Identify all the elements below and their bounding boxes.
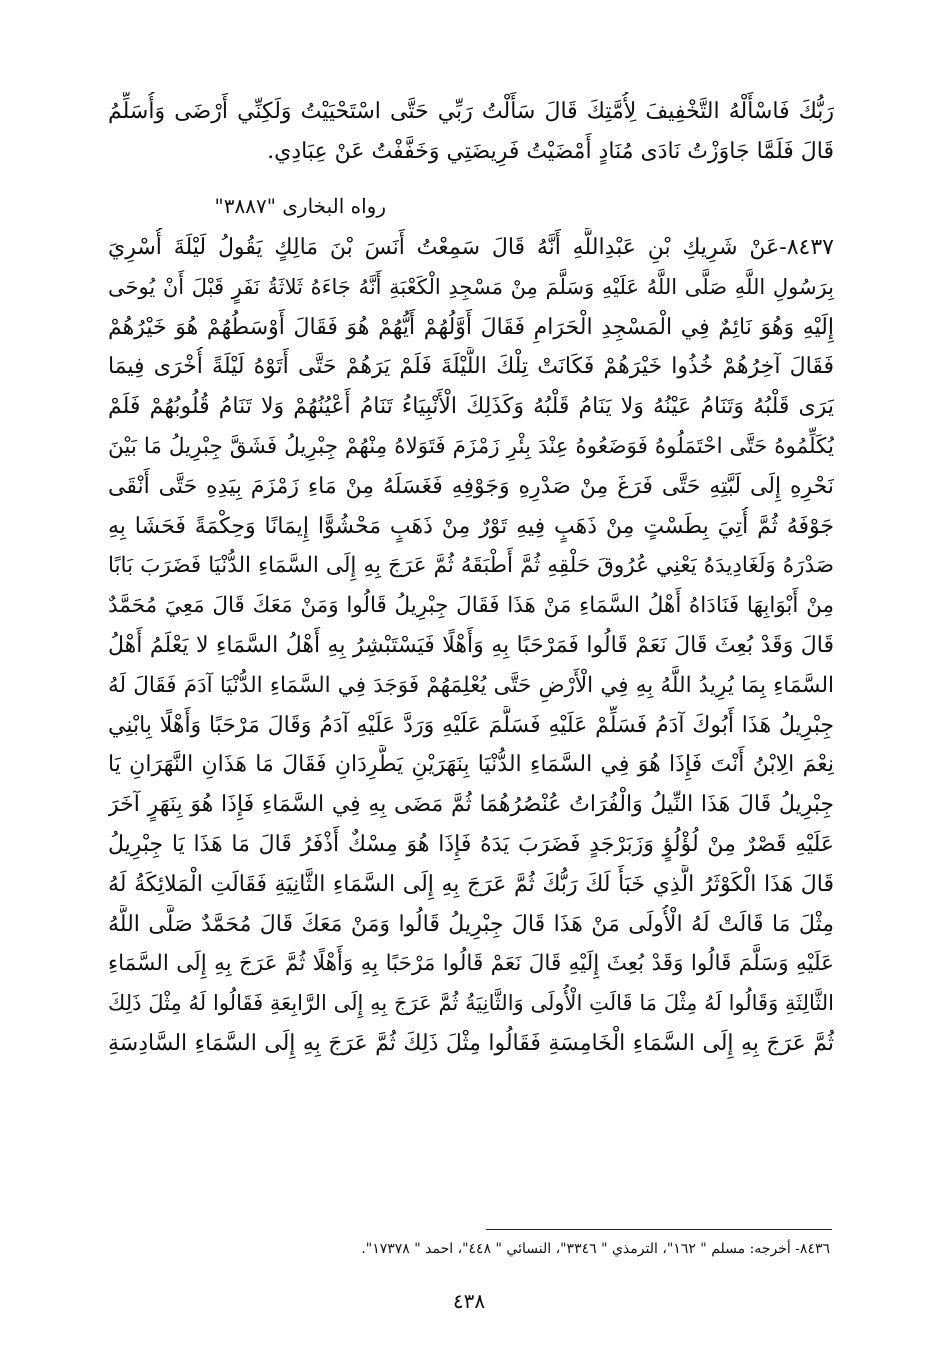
previous-hadith-ending (108, 92, 834, 172)
page-number: ٤٣٨ (452, 1289, 486, 1313)
text-line: نِعْمَ الِابْنُ أَنْتَ فَإِذَا هُوَ فِي السَّمَاءِ الدُّنْيَا بِنَهَرَيْنِ يَطَّرِدَانِ فَقَالَ مَا هَذَانِ النَّهَرَانِ يَا (108, 752, 834, 778)
footnote: ٨٤٣٦- أخرجه: مسلم " ١٦٢"، الترمذي " ٣٣٤٦"، النسائي " ٤٤٨"، احمد " ١٧٣٧٨". (361, 1241, 830, 1257)
text-line: ثُمَّ عَرَجَ بِهِ إِلَى السَّمَاءِ الْخَامِسَةِ فَقَالُوا مِثْلَ ذَلِكَ ثُمَّ عَرَجَ بِهِ إِلَى السَّمَاءِ السَّادِسَةِ (108, 1030, 834, 1056)
text-line: يُكَلِّمُوهُ حَتَّى احْتَمَلُوهُ فَوَضَعُوهُ عِنْدَ بِئْرِ زَمْزَمَ فَتَوَلاهُ مِنْهُمْ جِبْرِيلُ فَشَقَّ جِبْرِيلُ مَا بَيْنَ (108, 433, 834, 459)
text-line: نَحْرِهِ إِلَى لَبَّتِهِ حَتَّى فَرَغَ مِنْ صَدْرِهِ وَجَوْفِهِ فَغَسَلَهُ مِنْ مَاءِ زَمْزَمَ بِيَدِهِ حَتَّى أَنْقَى (108, 473, 834, 499)
text-line: عَلَيْهِ وَسَلَّمَ قَالُوا وَقَدْ بُعِثَ إِلَيْهِ قَالَ نَعَمْ قَالُوا مَرْحَبًا بِهِ وَأَهْلًا ثُمَّ عَرَجَ بِهِ إِلَى السَّمَاءِ (108, 951, 834, 977)
text-line: بِرَسُولِ اللَّهِ صَلَّى اللَّهُ عَلَيْهِ وَسَلَّمَ مِنْ مَسْجِدِ الْكَعْبَةِ أَنَّهُ جَاءَهُ ثَلاثَةُ نَفَرٍ قَبْلَ أَنْ يُوحَى (108, 274, 834, 299)
text-line: جِبْرِيلُ قَالَ هَذَا النِّيلُ وَالْفُرَاتُ عُنْصُرُهُمَا ثُمَّ مَضَى بِهِ فِي السَّمَاءِ فَإِذَا هُوَ بِنَهَرٍ آخَرَ (108, 792, 834, 818)
text-line: الثَّالِثَةِ وَقَالُوا لَهُ مِثْلَ مَا قَالَتِ الْأُولَى وَالثَّانِيَةُ ثُمَّ عَرَجَ بِهِ إِلَى الرَّابِعَةِ فَقَالُوا لَهُ مِثْلَ ذَلِكَ (108, 991, 834, 1016)
text-line: قَالَ فَلَمَّا جَاوَزْتُ نَادَى مُنَادٍ أَمْضَيْتُ فَرِيضَتِي وَخَفَّفْتُ عَنْ عِبَادِي. (267, 138, 834, 164)
text-line: قَالَ هَذَا الْكَوْثَرُ الَّذِي خَبَأَ لَكَ رَبُّكَ ثُمَّ عَرَجَ بِهِ إِلَى السَّمَاءِ الثَّانِيَةِ فَقَالَتِ الْمَلائِكَةُ لَهُ (108, 871, 834, 897)
text-line: جَوْفَهُ ثُمَّ أُتِيَ بِطَسْتٍ مِنْ ذَهَبٍ فِيهِ تَوْرٌ مِنْ ذَهَبٍ مَحْشُوًّا إِيمَانًا وَحِكْمَةً فَحَشَا بِهِ (108, 513, 834, 539)
footnote-divider (486, 1229, 832, 1230)
text-line: السَّمَاءِ بِمَا يُرِيدُ اللَّهُ بِهِ فِي الْأَرْضِ حَتَّى يُعْلِمَهُمْ فَوَجَدَ فِي السَّمَاءِ الدُّنْيَا آدَمَ فَقَالَ لَهُ (108, 672, 834, 698)
text-line: مِثْلَ مَا قَالَتْ لَهُ الْأُولَى مَنْ هَذَا قَالَ جِبْرِيلُ قَالُوا وَمَنْ مَعَكَ قَالَ مُحَمَّدٌ صَلَّى اللَّهُ (108, 911, 834, 937)
text-line: يَرَى قَلْبُهُ وَتَنَامُ عَيْنُهُ وَلا يَنَامُ قَلْبُهُ وَكَذَلِكَ الْأَنْبِيَاءُ تَنَامُ أَعْيُنُهُمْ وَلا تَنَامُ قُلُوبُهُمْ فَلَمْ (108, 394, 834, 420)
text-line: قَالَ وَقَدْ بُعِثَ قَالَ نَعَمْ قَالُوا فَمَرْحَبًا بِهِ وَأَهْلًا فَيَسْتَبْشِرُ بِهِ أَهْلُ السَّمَاءِ لا يَعْلَمُ أَهْلُ (108, 632, 834, 658)
text-line (108, 1104, 834, 1144)
text-line: عَلَيْهِ قَصْرٌ مِنْ لُؤْلُؤٍ وَزَبَرْجَدٍ فَضَرَبَ يَدَهُ فَإِذَا هُوَ مِسْكٌ أَذْفَرُ قَالَ مَا هَذَا يَا جِبْرِيلُ (108, 831, 834, 857)
text-line: مِنْ أَبْوَابِهَا فَنَادَاهُ أَهْلُ السَّمَاءِ مَنْ هَذَا فَقَالَ جِبْرِيلُ قَالُوا وَمَنْ مَعَكَ قَالَ مَعِيَ مُحَمَّدٌ (108, 593, 834, 619)
text-line: رَبُّكَ فَاسْأَلْهُ التَّخْفِيفَ لِأُمَّتِكَ قَالَ سَأَلْتُ رَبِّي حَتَّى اسْتَحْيَيْتُ وَلَكِنِّي أَرْضَى وَأُسَلِّمُ (108, 99, 834, 124)
text-line: فَقَالَ آخِرُهُمْ خُذُوا خَيْرَهُمْ فَكَانَتْ تِلْكَ اللَّيْلَةَ فَلَمْ يَرَهُمْ حَتَّى أَتَوْهُ لَيْلَةً أُخْرَى فِيمَا (108, 354, 834, 380)
text-line: ٨٤٣٧-عَنْ شَرِيكِ بْنِ عَبْدِاللَّهِ أَنَّهُ قَالَ سَمِعْتُ أَنَسَ بْنَ مَالِكٍ يَقُولُ لَيْلَةَ أُسْرِيَ (108, 235, 834, 260)
text-line (108, 1143, 834, 1183)
hadith-8437-text (108, 228, 834, 1183)
text-line: إِلَيْهِ وَهُوَ نَائِمٌ فِي الْمَسْجِدِ الْحَرَامِ فَقَالَ أَوَّلُهُمْ أَيُّهُمْ هُوَ فَقَالَ أَوْسَطُهُمْ هُوَ خَيْرُهُمْ (108, 314, 834, 340)
text-line (108, 1064, 834, 1104)
riwayah-reference: رواه البخارى "٣٨٨٧" (214, 194, 386, 218)
text-line: جِبْرِيلُ هَذَا أَبُوكَ آدَمُ فَسَلِّمْ عَلَيْهِ فَسَلَّمَ عَلَيْهِ وَرَدَّ عَلَيْهِ آدَمُ وَقَالَ مَرْحَبًا وَأَهْلًا بِابْنِي (108, 712, 834, 738)
text-line: صَدْرَهُ وَلَغَادِيدَهُ يَعْنِي عُرُوقَ حَلْقِهِ ثُمَّ أَطْبَقَهُ ثُمَّ عَرَجَ بِهِ إِلَى السَّمَاءِ الدُّنْيَا فَضَرَبَ بَابًا (108, 553, 834, 579)
